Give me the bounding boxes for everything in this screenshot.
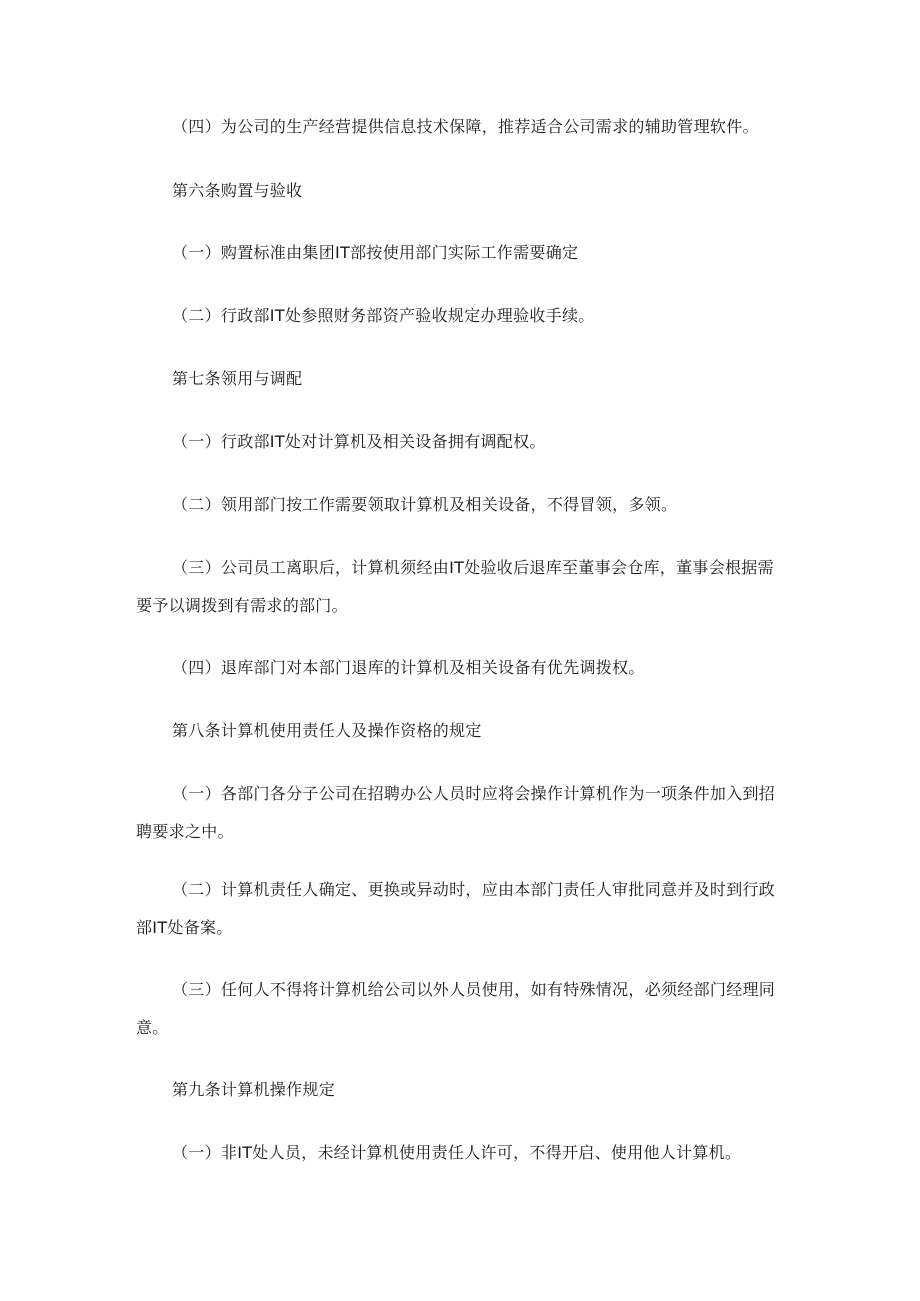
paragraph-9-1: （一）非IT处人员，未经计算机使用责任人许可，不得开启、使用他人计算机。 (172, 1143, 742, 1162)
heading-article-9: 第九条计算机操作规定 (172, 1080, 336, 1099)
heading-article-7: 第七条领用与调配 (172, 369, 303, 388)
paragraph-6-1: （一）购置标准由集团IT部按使用部门实际工作需要确定 (172, 243, 579, 262)
paragraph-7-3: （三）公司员工离职后，计算机须经由IT处验收后退库至董事会仓库，董事会根据需要予以调拨到有需求的部门。 (136, 558, 774, 615)
paragraph-7-1: （一）行政部IT处对计算机及相关设备拥有调配权。 (172, 432, 546, 451)
paragraph-8-3: （三）任何人不得将计算机给公司以外人员使用，如有特殊情况，必须经部门经理同意。 (136, 980, 776, 1037)
paragraph-8-1: （一）各部门各分子公司在招聘办公人员时应将会操作计算机作为一项条件加入到招聘要求之中。 (136, 784, 776, 841)
paragraph-8-2: （二）计算机责任人确定、更换或异动时，应由本部门责任人审批同意并及时到行政部IT处备案。 (136, 880, 776, 937)
heading-article-6: 第六条购置与验收 (172, 181, 303, 200)
heading-article-8: 第八条计算机使用责任人及操作资格的规定 (172, 721, 482, 740)
paragraph-7-4: （四）退库部门对本部门退库的计算机及相关设备有优先调拨权。 (172, 658, 645, 677)
paragraph-7-2: （二）领用部门按工作需要领取计算机及相关设备，不得冒领，多领。 (172, 495, 678, 514)
paragraph-6-2: （二）行政部IT处参照财务部资产验收规定办理验收手续。 (172, 306, 595, 325)
paragraph-4-it-support: （四）为公司的生产经营提供信息技术保障，推荐适合公司需求的辅助管理软件。 (172, 117, 759, 136)
